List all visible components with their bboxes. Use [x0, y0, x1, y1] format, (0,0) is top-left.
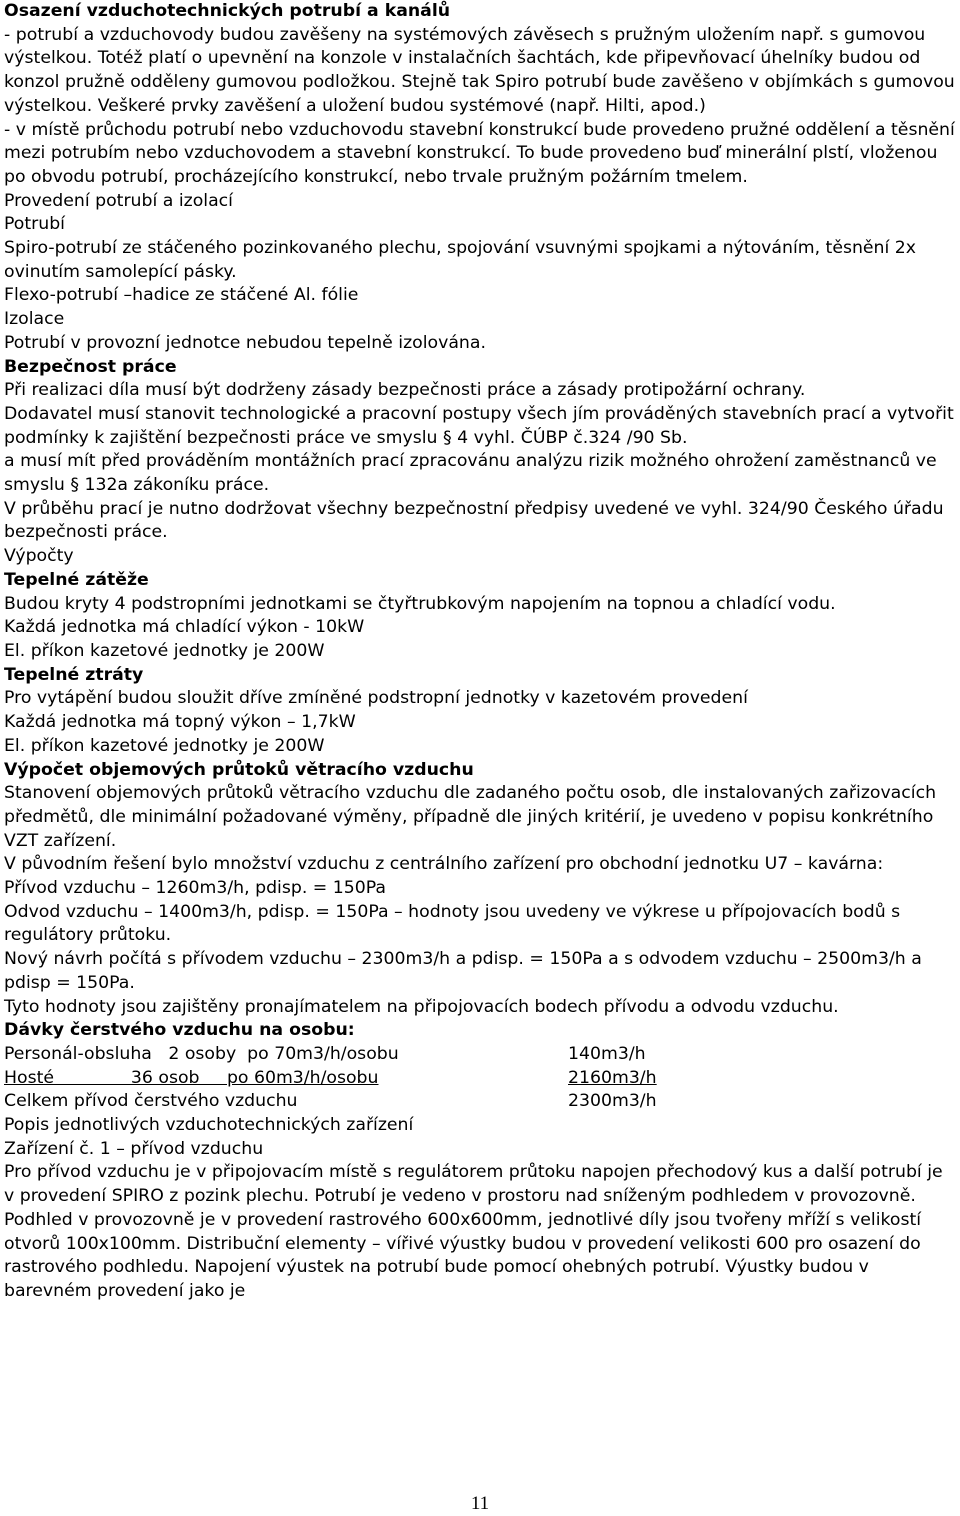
page-number: 11 [470, 1493, 490, 1514]
document-page [4, 0, 956, 1304]
table-row-staff [4, 1043, 956, 1067]
heading-fresh-air-doses: Dávky čerstvého vzduchu na osobu: [4, 1020, 355, 1041]
paragraph-heating-output: Každá jednotka má topný výkon – 1,7kW [4, 712, 356, 733]
heading-device-descriptions: Popis jednotlivých vzduchotechnických zařízení [4, 1115, 414, 1135]
paragraph-airflow-determination: Stanovení objemových průtoků větracího vzduchu dle zadaného počtu osob, dle instalovaných zařizovacích předmětů, dle minimální požadované výměny, případně dle jiných kritérií, je uvedeno v popisu konkrétního VZT zařízení. [4, 783, 937, 851]
heading-device-1: Zařízení č. 1 – přívod vzduchu [4, 1138, 264, 1159]
table-cell-description: Celkem přívod čerstvého vzduchu [4, 1091, 298, 1112]
paragraph-unit-power-cooling: El. příkon kazetové jednotky je 200W [4, 640, 325, 661]
table-cell-description: Hosté 36 osob po 60m3/h/osobu [4, 1067, 379, 1088]
paragraph-cooling-output: Každá jednotka má chladící výkon - 10kW [4, 617, 365, 638]
paragraph-landlord-values: Tyto hodnoty jsou zajištěny pronajímatelem na připojovacích bodech přívodu a odvodu vzduchu. [4, 996, 839, 1017]
heading-insulation: Izolace [4, 309, 65, 330]
paragraph-original-solution: V původním řešení bylo množství vzduchu z centrálního zařízení pro obchodní jednotku U7 – kavárna: [4, 854, 884, 875]
heading-heat-loads: Tepelné zátěže [4, 569, 149, 590]
heading-ducts: Potrubí [4, 214, 65, 235]
heading-airflow-calculation: Výpočet objemových průtoků větracího vzduchu [4, 759, 474, 780]
table-cell-description: Personál-obsluha 2 osoby po 70m3/h/osobu [4, 1043, 399, 1064]
paragraph-contractor-duties: Dodavatel musí stanovit technologické a pracovní postupy všech jím prováděných stavebních prací a vytvořit podmínky k zajištění bezpečnosti práce ve smyslu § 4 vyhl. ČÚBP č.324 /90 Sb. [4, 403, 954, 448]
table-cell-value: 2160m3/h [568, 1067, 657, 1088]
paragraph-device-1-description: Pro přívod vzduchu je v připojovacím místě s regulátorem průtoku napojen přechodový kus a další potrubí je v provedení SPIRO z pozink plechu. Potrubí je vedeno v prostoru nad sníženým podhledem v provozovně. Podhled v provozovně je v provedení rastrového 600x600mm, jednotlivé díly jsou tvořeny mříží s velikostí otvorů 100x100mm. Distribuční elementy – vířivé výustky budou v provedení velikosti 600 pro osazení do rastrového podhledu. Napojení výustek na potrubí bude pomocí ohebných potrubí. Výustky budou v barevném provedení jako je [4, 1162, 943, 1301]
heading-ducts-and-insulation: Provedení potrubí a izolací [4, 190, 233, 211]
paragraph-exhaust-air: Odvod vzduchu – 1400m3/h, pdisp. = 150Pa – hodnoty jsou uvedeny ve výkrese u přípojovacích bodů s regulátory průtoku. [4, 901, 901, 946]
paragraph-new-design: Nový návrh počítá s přívodem vzduchu – 2300m3/h a pdisp. = 150Pa a s odvodem vzduchu – 2500m3/h a pdisp = 150Pa. [4, 949, 922, 993]
paragraph-unit-power-heating: El. příkon kazetové jednotky je 200W [4, 735, 325, 756]
table-row-guests [4, 1067, 956, 1091]
paragraph-duct-suspension: - potrubí a vzduchovody budou zavěšeny na systémových závěsech s pružným uložením např. s gumovou výstelkou. Totéž platí o upevnění na konzole v instalačních šachtách, kde připevňovací úhelníky budou od konzol pružně odděleny gumovou podložkou. Stejně tak Spiro potrubí bude zavěšeno v objímkách s gumovou výstelkou. Veškeré prvky zavěšení a uložení budou systémové (např. Hilti, apod.) [4, 24, 955, 116]
paragraph-supply-air: Přívod vzduchu – 1260m3/h, pdisp. = 150Pa [4, 878, 387, 899]
paragraph-heating-units: Pro vytápění budou sloužit dříve zmíněné podstropní jednotky v kazetovém provedení [4, 688, 748, 709]
table-cell-value: 2300m3/h [568, 1091, 657, 1112]
heading-calculations: Výpočty [4, 546, 74, 567]
paragraph-duct-penetration: - v místě průchodu potrubí nebo vzduchovodu stavební konstrukcí bude provedeno pružné oddělení a těsnění mezi potrubím nebo vzduchovodem a stavební konstrukcí. To bude provedeno buď minerální plstí, vloženou po obvodu potrubí, procházejícího konstrukcí, nebo trvale pružným požárním tmelem. [4, 119, 955, 187]
paragraph-safety-regulations: V průběhu prací je nutno dodržovat všechny bezpečnostní předpisy uvedené ve vyhl. 324/90 Českého úřadu bezpečnosti práce. [4, 498, 944, 543]
table-cell-value: 140m3/h [568, 1043, 646, 1064]
paragraph-risk-analysis: a musí mít před prováděním montážních prací zpracovánu analýzu rizik možného ohrožení zaměstnanců ve smyslu § 132a zákoníku práce. [4, 451, 937, 496]
paragraph-flexo-ducts: Flexo-potrubí –hadice ze stáčené Al. fólie [4, 285, 359, 306]
heading-work-safety: Bezpečnost práce [4, 356, 177, 377]
paragraph-safety-rules: Při realizaci díla musí být dodrženy zásady bezpečnosti práce a zásady protipožární ochrany. [4, 380, 806, 401]
table-row-total [4, 1090, 956, 1114]
paragraph-ceiling-units: Budou kryty 4 podstropními jednotkami se čtyřtrubkovým napojením na topnou a chladící vodu. [4, 593, 836, 614]
paragraph-insulation: Potrubí v provozní jednotce nebudou tepelně izolována. [4, 332, 486, 353]
heading-heat-losses: Tepelné ztráty [4, 664, 144, 685]
paragraph-spiro-ducts: Spiro-potrubí ze stáčeného pozinkovaného plechu, spojování vsuvnými spojkami a nýtováním, těsnění 2x ovinutím samolepící pásky. [4, 238, 917, 282]
heading-duct-installation: Osazení vzduchotechnických potrubí a kanálů [4, 1, 451, 21]
